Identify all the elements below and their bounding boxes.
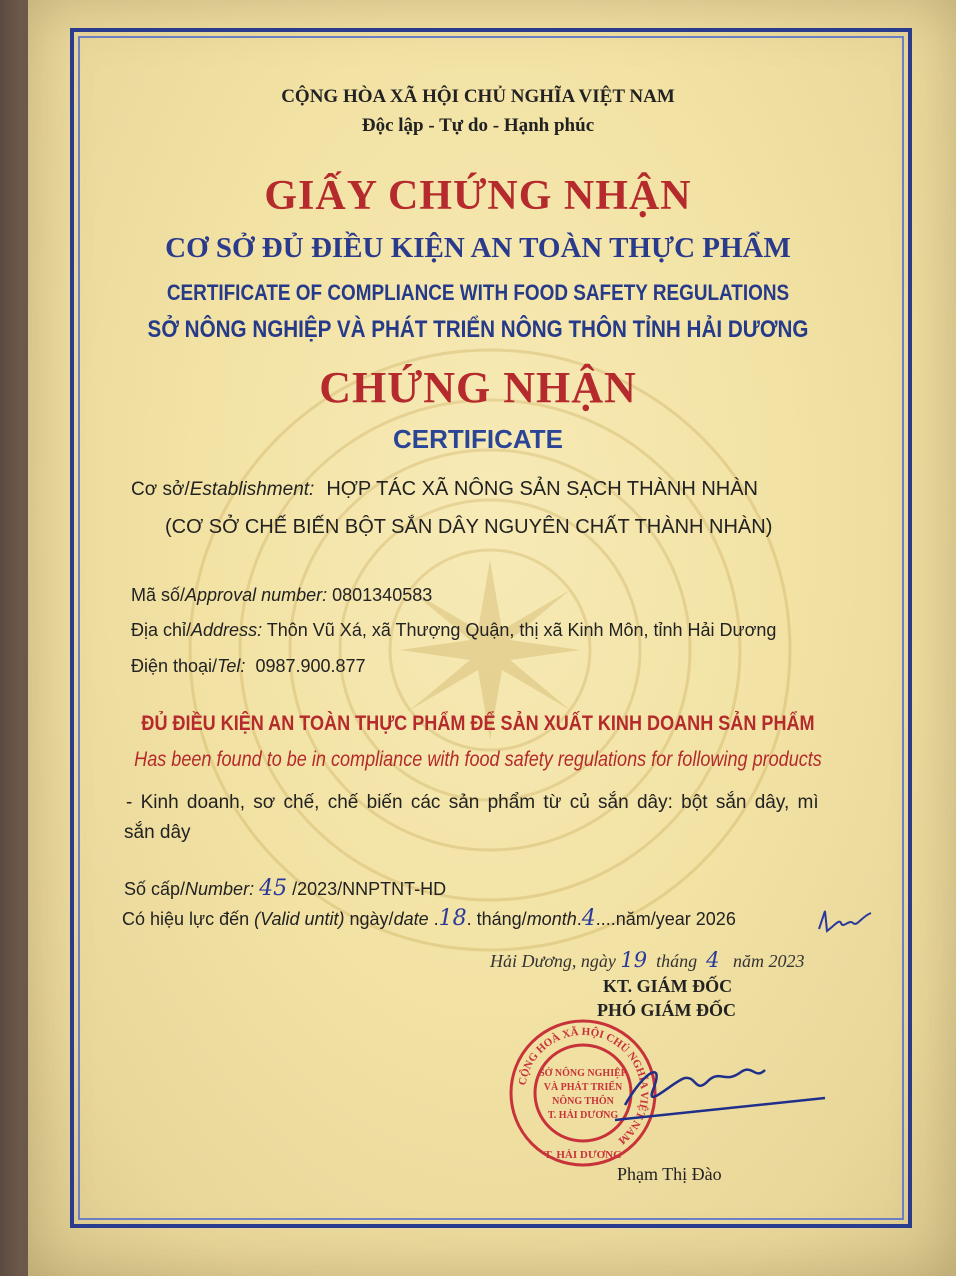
establishment-row: [131, 478, 758, 501]
address-row: [131, 620, 776, 641]
seal-line-2: VÀ PHÁT TRIỂN: [543, 1082, 623, 1093]
director-signature: [605, 1050, 835, 1140]
validity-row: Có hiệu lực đến (Valid untit) ngày/date .18. tháng/month.4....năm/year 2026: [122, 906, 736, 931]
establishment-label-vi: Cơ sở/: [131, 479, 190, 500]
certificate-title: GIẤY CHỨNG NHẬN: [264, 173, 692, 219]
approval-value: 0801340583: [332, 585, 433, 605]
compliance-statement-en: Has been found to be in compliance with food safety regulations for following products: [134, 748, 822, 771]
nation-heading: CỘNG HÒA XÃ HỘI CHỦ NGHĨA VIỆT NAM: [281, 86, 675, 107]
tel-value: 0987.900.877: [255, 656, 366, 676]
issue-month-label: tháng: [656, 951, 698, 971]
day-label: ngày/: [344, 909, 394, 929]
motto: Độc lập - Tự do - Hạnh phúc: [361, 115, 595, 136]
kt-director: KT. GIÁM ĐỐC: [603, 976, 733, 996]
establishment-label-en: Establishment:: [189, 479, 315, 500]
seal-line-3: NÔNG THÔN: [552, 1096, 614, 1107]
handwritten-number: 45: [259, 876, 288, 901]
approval-row: [131, 585, 432, 606]
certificate-subtitle: CƠ SỞ ĐỦ ĐIỀU KIỆN AN TOÀN THỰC PHẨM: [165, 232, 791, 264]
establishment-name: HỢP TÁC XÃ NÔNG SẢN SẠCH THÀNH NHÀN: [326, 478, 758, 500]
day-label-en: date: [393, 909, 429, 929]
address-label-vi: Địa chỉ/: [131, 620, 192, 640]
chung-nhan-heading: CHỨNG NHẬN: [319, 363, 637, 412]
valid-day: 18: [438, 906, 467, 931]
valid-month: 4: [581, 906, 596, 931]
signer-name: Phạm Thị Đào: [617, 1164, 722, 1184]
issue-month: 4: [706, 948, 720, 972]
seal-line-1: SỞ NÔNG NGHIỆP: [539, 1068, 627, 1079]
month-label-en: month: [526, 909, 577, 929]
number-label-vi: Số cấp/: [124, 879, 186, 899]
establishment-subname: (CƠ SỞ CHẾ BIẾN BỘT SẮN DÂY NGUYÊN CHẤT THÀNH NHÀN): [165, 516, 773, 538]
year-label: năm/year 2026: [615, 909, 736, 929]
month-label: tháng/: [471, 909, 527, 929]
tel-label-en: Tel:: [217, 656, 246, 676]
compliance-statement-vi: ĐỦ ĐIỀU KIỆN AN TOÀN THỰC PHẨM ĐỂ SẢN XUẤT KINH DOANH SẢN PHẨM: [141, 712, 815, 735]
issue-place: Hải Dương, ngày: [490, 951, 616, 971]
number-label-en: Number:: [185, 879, 255, 899]
certificate-number-row: [124, 876, 446, 901]
validity-label-vi: Có hiệu lực đến: [122, 909, 255, 929]
tel-label-vi: Điện thoại/: [131, 656, 218, 676]
products-line-2: sắn dây: [124, 822, 191, 843]
address-label-en: Address:: [191, 620, 263, 640]
tel-row: [131, 656, 366, 677]
seal-bottom-text: T. HẢI DƯƠNG: [544, 1149, 622, 1161]
department-name: SỞ NÔNG NGHIỆP VÀ PHÁT TRIỂN NÔNG THÔN TỈNH HẢI DƯƠNG: [147, 316, 809, 343]
validity-label-en: (Valid untit): [254, 909, 345, 929]
seal-ring-text: CỘNG HOÀ XÃ HỘI CHỦ NGHĨA VIỆT NAM: [516, 1025, 651, 1147]
issue-day: 19: [620, 948, 648, 972]
seal-line-4: T. HẢI DƯƠNG: [547, 1110, 619, 1121]
number-suffix: /2023/NNPTNT-HD: [292, 879, 447, 899]
products-line-1: - Kinh doanh, sơ chế, chế biến các sản phẩm từ củ sắn dây: bột sắn dây, mì: [126, 792, 819, 813]
address-value: Thôn Vũ Xá, xã Thượng Quận, thị xã Kinh Môn, tỉnh Hải Dương: [266, 620, 777, 640]
english-title: CERTIFICATE OF COMPLIANCE WITH FOOD SAFETY REGULATIONS: [166, 280, 790, 305]
certificate-heading-en: CERTIFICATE: [393, 424, 563, 454]
approval-label-vi: Mã số/: [131, 585, 186, 605]
issue-year-label: năm 2023: [733, 951, 805, 971]
initials-signature: [815, 905, 875, 937]
issue-date-row: [490, 948, 805, 972]
deputy-director: PHÓ GIÁM ĐỐC: [597, 1000, 736, 1020]
approval-label-en: Approval number:: [185, 585, 328, 605]
